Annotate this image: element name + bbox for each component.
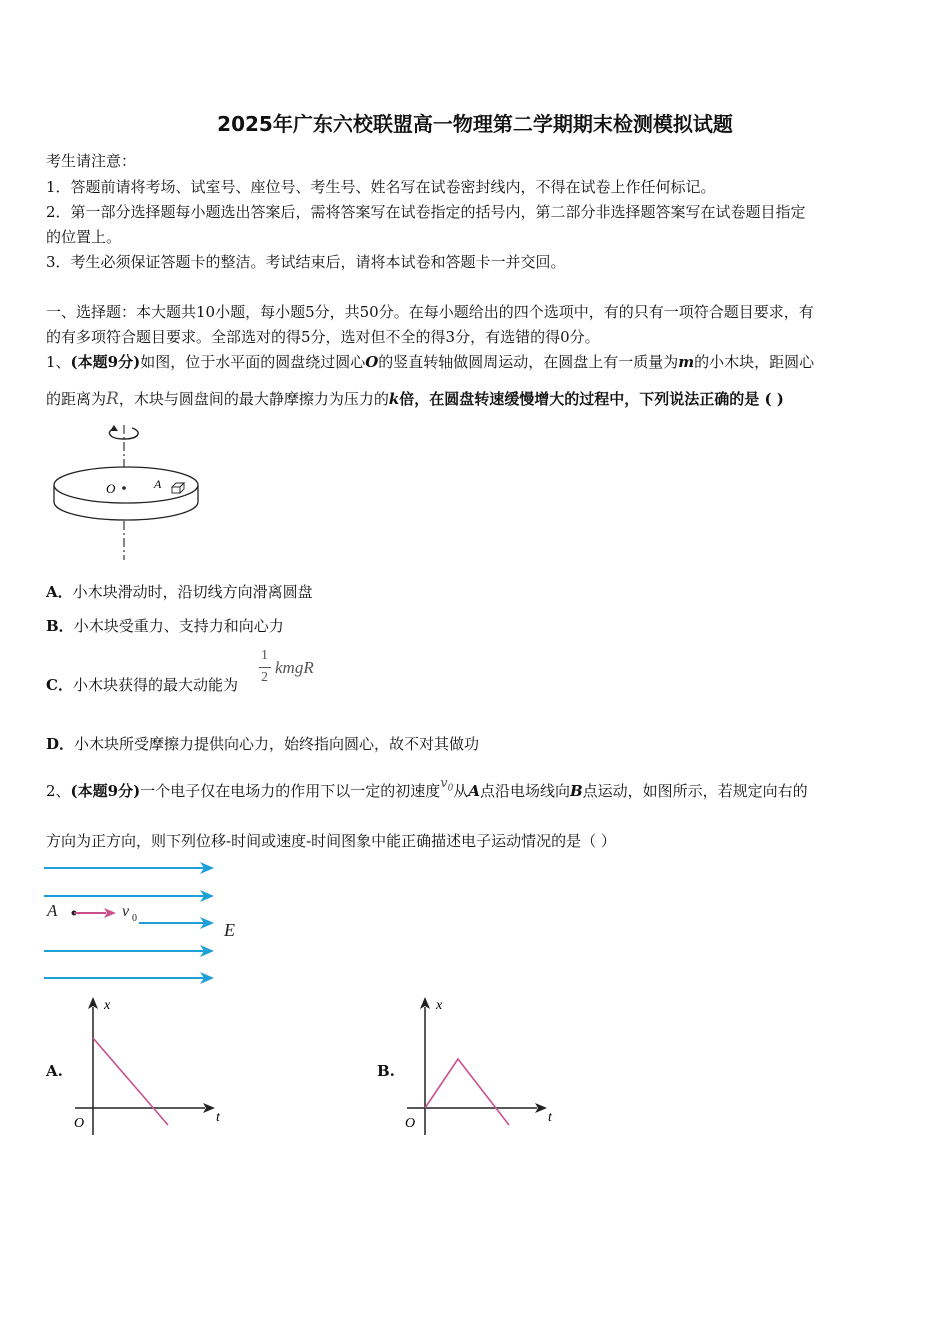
question-number: 1、: [46, 353, 71, 371]
y-axis-label: x: [436, 998, 443, 1013]
stem-text: ，木块与圆盘间的最大静摩擦力为压力的: [118, 390, 389, 408]
option-a[interactable]: [46, 582, 313, 602]
label-v-subscript: 0: [132, 913, 137, 924]
graph-line: [93, 1038, 168, 1125]
page-title: 2025年广东六校联盟高一物理第二学期期末检测模拟试题: [217, 112, 733, 136]
subscript-0: 0: [447, 783, 454, 794]
graph-a[interactable]: [70, 995, 230, 1135]
label-A: A: [154, 477, 162, 491]
notice-item: 1．答题前请将考场、试室号、座位号、考生号、姓名写在试卷密封线内，不得在试卷上作任何标记。: [46, 178, 716, 196]
x-axis-label: t: [216, 1110, 220, 1125]
section-instruction: 一、选择题：本大题共10小题，每小题5分，共50分。在每小题给出的四个选项中，有的只有一项符合题目要求，有: [46, 303, 814, 321]
option-b[interactable]: [46, 616, 284, 636]
label-A: A: [47, 901, 58, 920]
graph-line: [425, 1059, 509, 1125]
x-axis-label: t: [548, 1110, 552, 1125]
fraction-bar: [259, 667, 271, 668]
option-label: C．: [46, 676, 73, 694]
symbol-A: A: [468, 782, 480, 800]
section-instruction: 的有多项符合题目要求。全部选对的得5分，选对但不全的得3分，有选错的得0分。: [46, 328, 600, 346]
question-score: (本题9分): [70, 782, 141, 800]
question-2-stem-line2: 方向为正方向，则下列位移-时间或速度-时间图象中能正确描述电子运动情况的是（ ）: [46, 832, 616, 850]
symbol-m: m: [678, 353, 695, 371]
origin-label: O: [74, 1116, 85, 1131]
origin-label: O: [405, 1116, 416, 1131]
symbol-v0: [440, 776, 454, 794]
option-text: 小木块所受摩擦力提供向心力，始终指向圆心，故不对其做功: [74, 735, 480, 753]
fraction-numerator: 1: [261, 648, 268, 663]
formula-expression: kmgR: [275, 658, 314, 677]
stem-text: 点运动，如图所示，若规定向右的: [582, 782, 808, 800]
symbol-R: R: [106, 389, 119, 409]
symbol-O: O: [365, 353, 379, 371]
option-text: 小木块受重力、支持力和向心力: [73, 617, 284, 635]
question-1-stem: [46, 352, 814, 372]
label-v: v: [122, 903, 130, 920]
question-2-stem: [46, 776, 808, 808]
label-E: E: [224, 920, 235, 940]
y-axis-label: x: [104, 998, 111, 1013]
stem-text: 点沿电场线向: [479, 782, 570, 800]
graph-b[interactable]: [402, 995, 562, 1135]
label-O: O: [106, 481, 116, 496]
question-1-stem-line2: [46, 389, 784, 409]
graph-a-label[interactable]: A.: [46, 1062, 63, 1080]
arrowhead-icon: [110, 425, 118, 431]
stem-text: 从: [453, 782, 469, 800]
notice-item: 2．第一部分选择题每小题选出答案后，需将答案写在试卷指定的括号内，第二部分非选择题答案写在试卷题目指定: [46, 203, 806, 221]
notice-heading: 考生请注意：: [46, 152, 137, 170]
stem-text: 如图，位于水平面的圆盘绕过圆心: [140, 353, 366, 371]
option-label: B．: [46, 617, 74, 635]
question-number: 2、: [46, 782, 71, 800]
symbol-B: B: [569, 782, 583, 800]
stem-text: 的距离为: [46, 390, 107, 408]
symbol-k: k: [388, 390, 400, 408]
option-d[interactable]: [46, 734, 479, 754]
fraction-denominator: 2: [261, 670, 268, 685]
wooden-block: [172, 487, 180, 493]
notice-item: 3．考生必须保证答题卡的整洁。考试结束后，请将本试卷和答题卡一并交回。: [46, 253, 566, 271]
option-label: D．: [46, 735, 75, 753]
graph-b-label[interactable]: B.: [377, 1062, 395, 1080]
stem-text: 一个电子仅在电场力的作用下以一定的初速度: [140, 782, 441, 800]
option-text: 小木块滑动时，沿切线方向滑离圆盘: [72, 583, 313, 601]
stem-text: 的小木块，距圆心: [694, 353, 815, 371]
rotating-disk-figure: [44, 415, 214, 565]
symbol-v: v: [440, 776, 448, 791]
option-c[interactable]: [46, 675, 238, 695]
question-score: (本题9分): [70, 353, 141, 371]
stem-text: 的竖直转轴做圆周运动，在圆盘上有一质量为: [378, 353, 679, 371]
notice-item: 的位置上。: [46, 228, 122, 246]
option-text: 小木块获得的最大动能为: [72, 676, 238, 694]
option-label: A．: [46, 583, 73, 601]
stem-text: 倍，在圆盘转速缓慢增大的过程中，下列说法正确的是 ( ): [399, 390, 784, 408]
center-point: [122, 486, 126, 490]
electric-field-figure: [44, 858, 254, 990]
